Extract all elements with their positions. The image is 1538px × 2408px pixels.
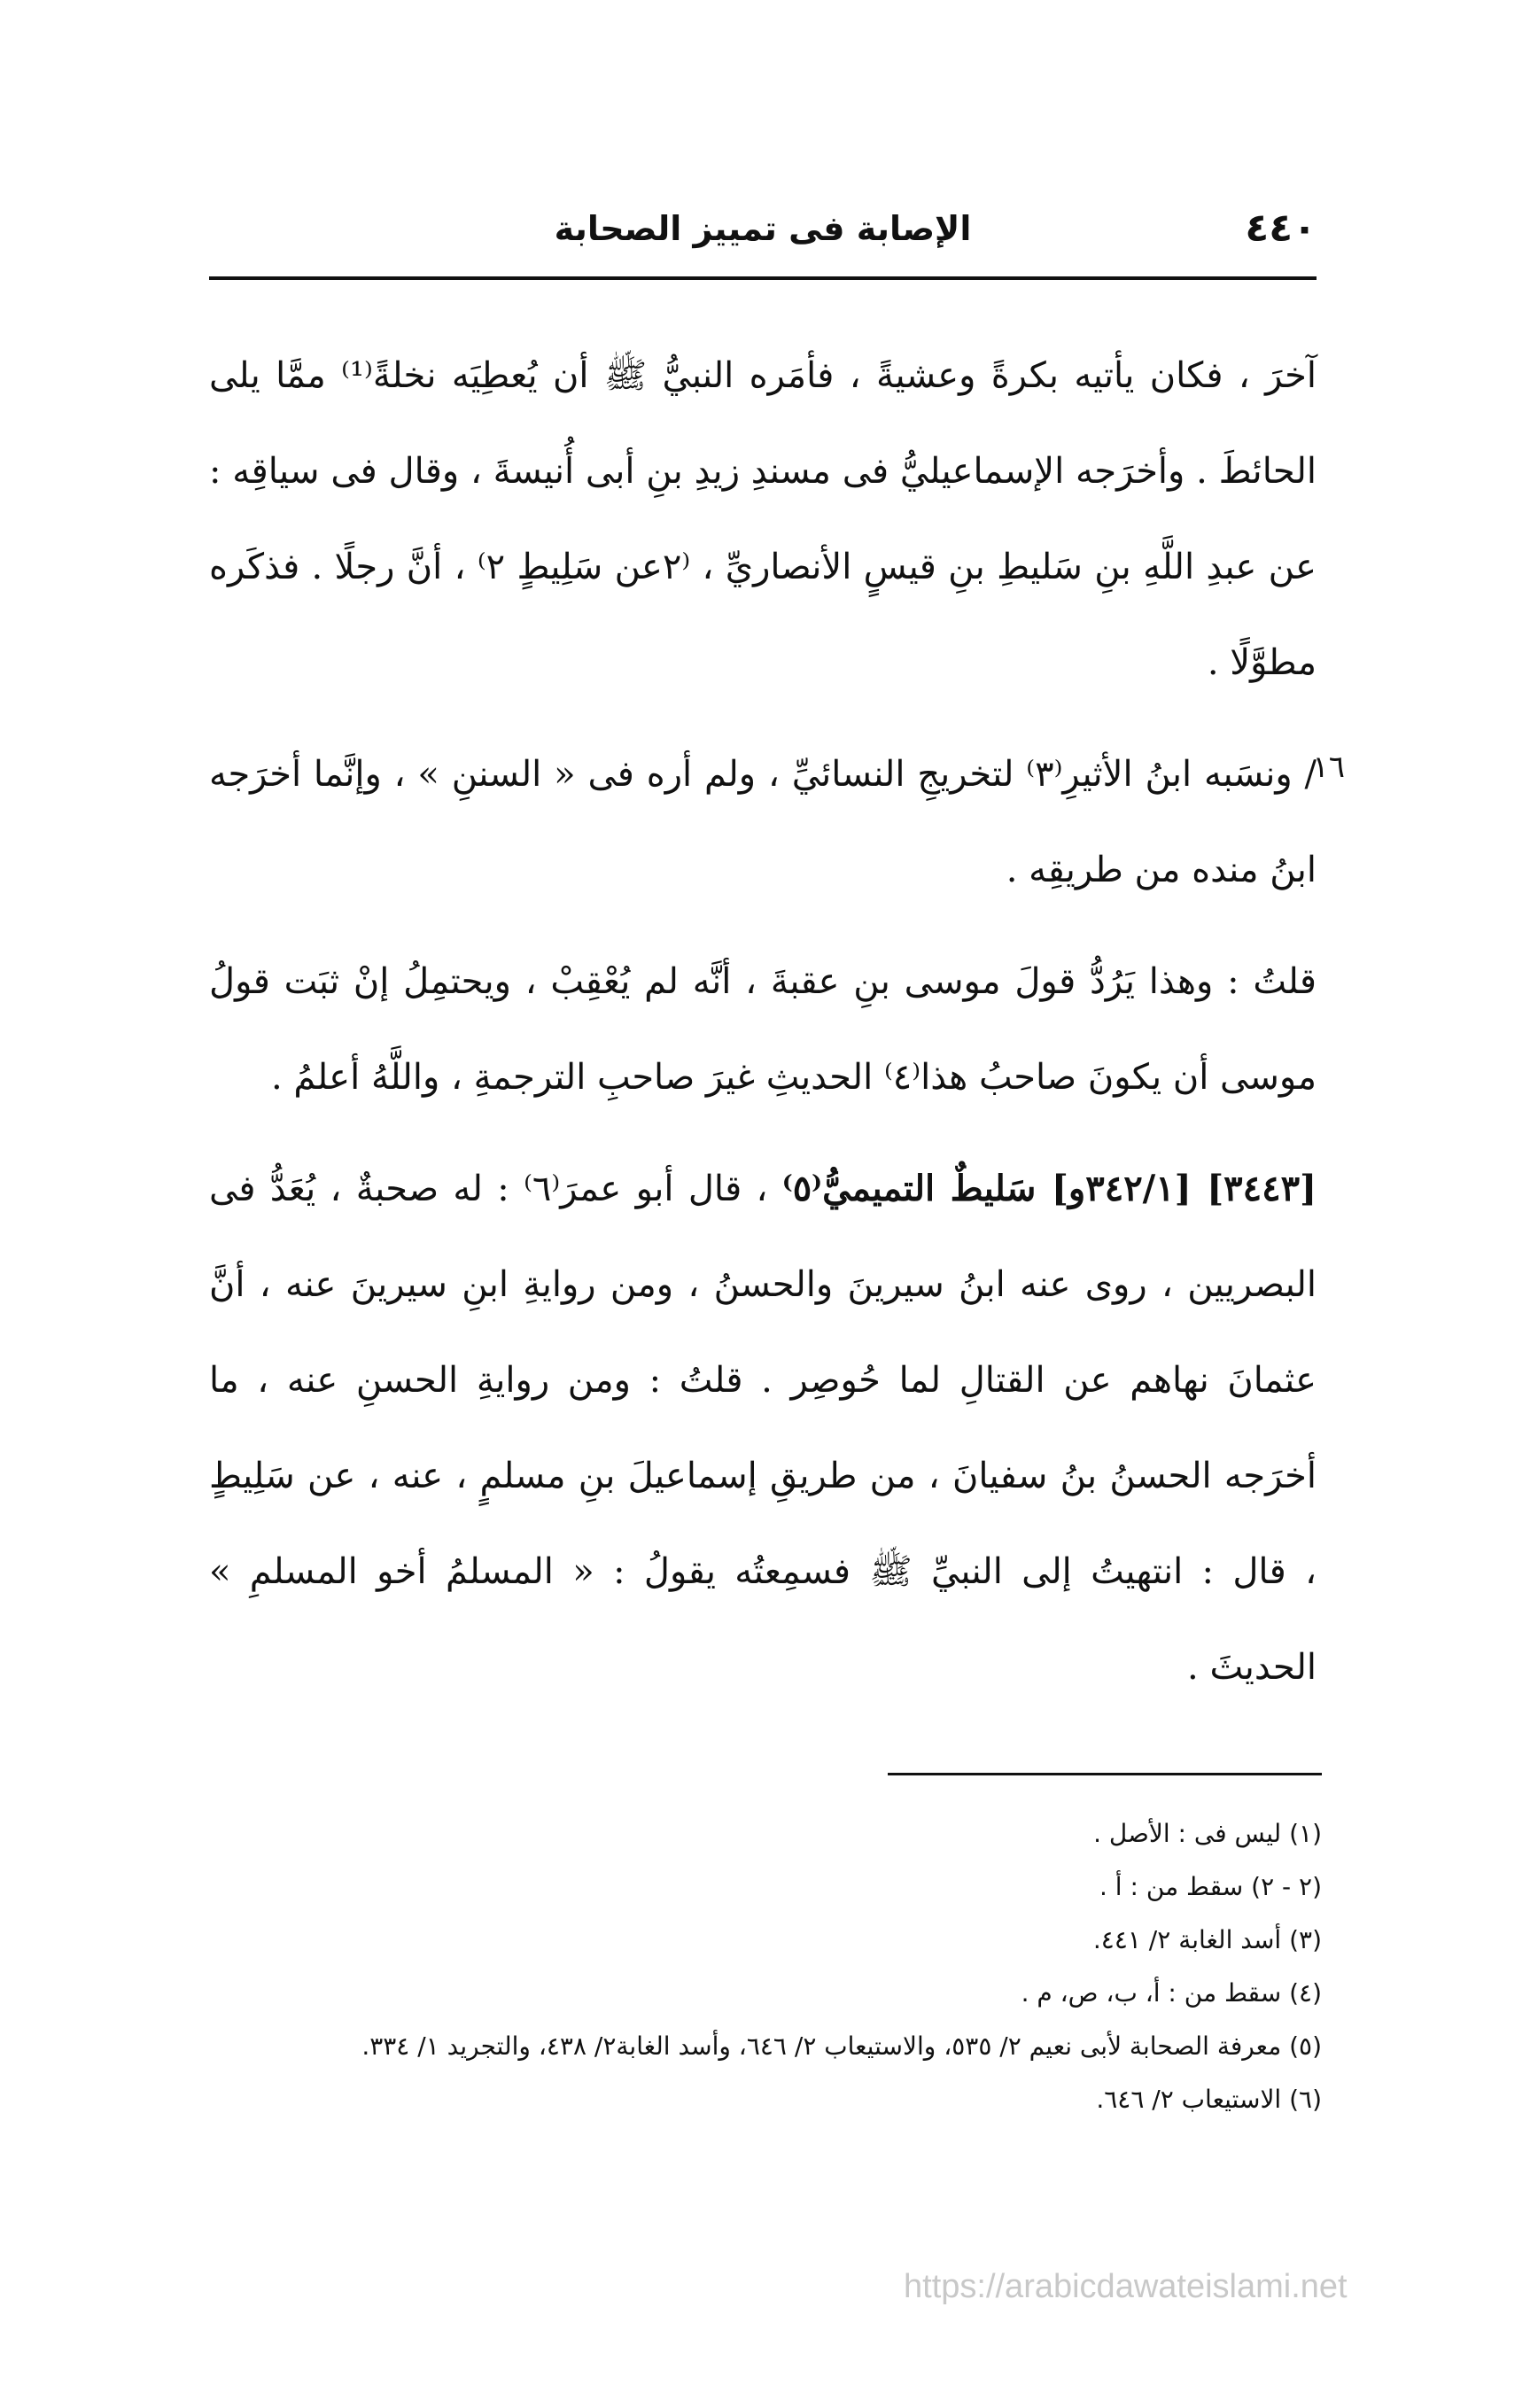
- running-title: الإصابة فى تمييز الصحابة: [554, 209, 972, 248]
- footnote-6: (٦) الاستيعاب ٢/ ٦٤٦.: [1096, 2085, 1322, 2114]
- footnote-3: (٣) أسد الغابة ٢/ ٤٤١.: [1092, 1925, 1322, 1954]
- entry-3443: [209, 1141, 1317, 1715]
- watermark-url: https://arabicdawateislami.net: [904, 2268, 1348, 2305]
- footnote-4: (٤) سقط من : أ، ب، ص، م .: [1021, 1978, 1322, 2008]
- footnotes: [209, 1807, 1322, 2126]
- paragraph-1: آخرَ ، فكان يأتيه بكرةً وعشيةً ، فأمَره النبيُّ ﷺ أن يُعطِيَه نخلةً⁽¹⁾ ممَّا يلى الحائطَ . وأخرَجه الإسماعيليُّ فى مسندِ زيدِ بنِ أبى أُنيسةَ ، وقال فى سياقِه : عن عبدِ اللَّهِ بنِ سَليطِ بنِ قيسٍ الأنصاريِّ ، ⁽٢عن سَلِيطٍ ٢⁾ ، أنَّ رجلًا . فذكَره مطوَّلًا .: [209, 355, 1317, 683]
- entry-text: ، قال أبو عمرَ⁽٦⁾ : له صحبةٌ ، يُعَدُّ فى البصريين ، روى عنه ابنُ سيرينَ والحسنُ ، ومن روايةِ ابنِ سيرينَ عنه ، أنَّ عثمانَ نهاهم عن القتالِ لما حُوصِر . قلتُ : ومن روايةِ الحسنِ عنه ، ما أخرَجه الحسنُ بنُ سفيانَ ، من طريقِ إسماعيلَ بنِ مسلمٍ ، عنه ، عن سَلِيطٍ ، قال : انتهيتُ إلى النبيِّ ﷺ فسمِعتُه يقولُ : « المسلمُ أخو المسلمِ » الحديثَ .: [209, 1169, 1317, 1688]
- footnote-5: (٥) معرفة الصحابة لأبى نعيم ٢/ ٥٣٥، والاستيعاب ٢/ ٦٤٦، وأسد الغابة٢/ ٤٣٨، والتجريد ١/ ٣٣٤.: [361, 2031, 1322, 2061]
- paragraph-3: قلتُ : وهذا يَرُدُّ قولَ موسى بنِ عقبةَ ، أنَّه لم يُعْقِبْ ، ويحتمِلُ إنْ ثبَت قولُ موسى أن يكونَ صاحبُ هذا⁽٤⁾ الحديثِ غيرَ صاحبِ الترجمةِ ، واللَّهُ أعلمُ .: [209, 961, 1317, 1098]
- page-header: [209, 206, 1317, 259]
- header-rule: [209, 276, 1317, 280]
- entry-heading: [٣٤٤٣] [٣٤٢/١و] سَليطٌ التميميُّ⁽٥⁾: [781, 1168, 1317, 1209]
- main-text: [209, 328, 1317, 1731]
- page-number: ٤٤٠: [1245, 206, 1317, 251]
- paragraph-2: / ونسَبه ابنُ الأثيرِ⁽٣⁾ لتخريجِ النسائيِّ ، ولم أره فى « السننِ » ، وإنَّما أخرَجه ابنُ منده من طريقِه .: [209, 754, 1317, 890]
- footnote-rule: [888, 1773, 1322, 1775]
- footnote-1: (١) ليس فى : الأصل .: [1093, 1819, 1322, 1848]
- footnote-2: (٢ - ٢) سقط من : أ .: [1099, 1872, 1322, 1901]
